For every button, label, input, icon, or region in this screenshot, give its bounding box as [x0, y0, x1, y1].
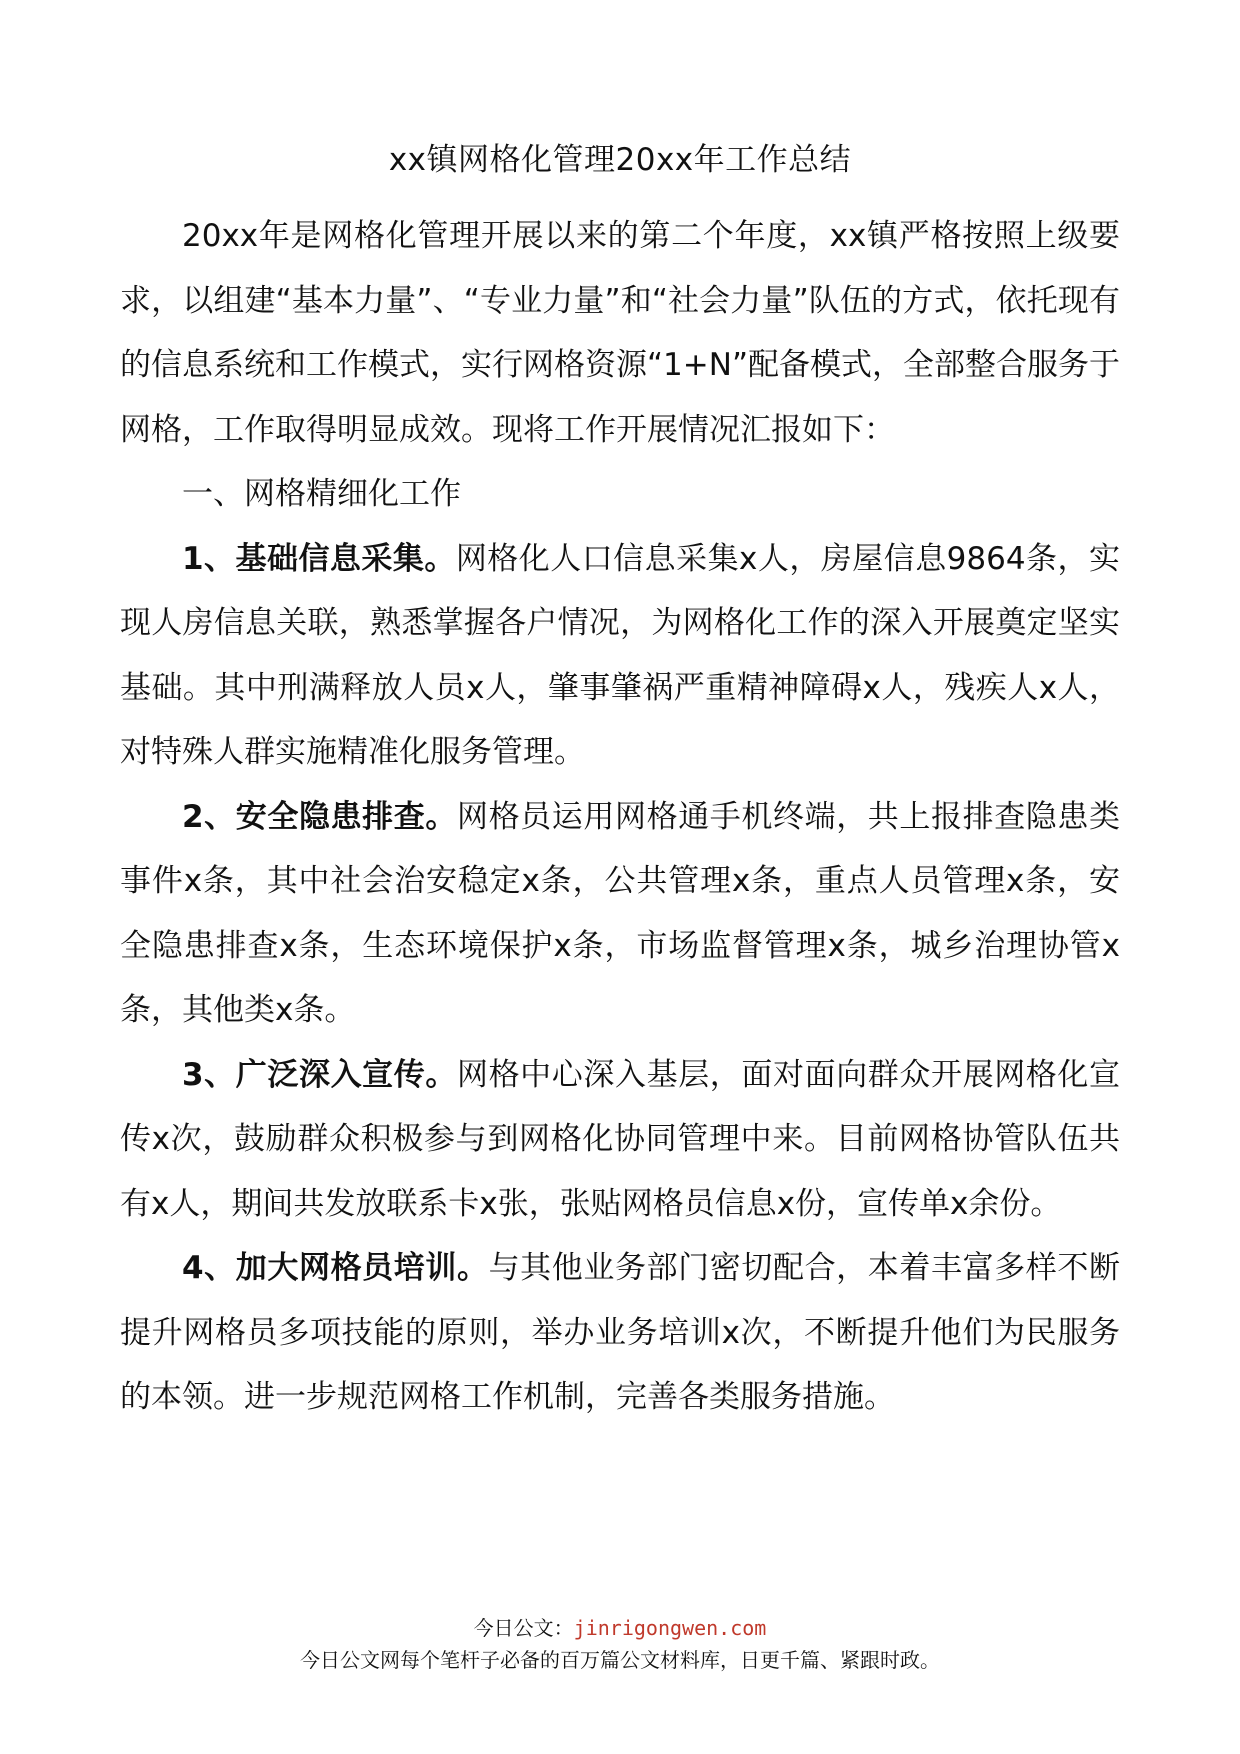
document-title: xx镇网格化管理20xx年工作总结: [388, 142, 852, 178]
item-heading-1: 1、基础信息采集。: [182, 540, 456, 577]
item-heading-2: 2、安全隐患排查。: [182, 798, 457, 835]
item-text-2: 网格员运用网格通手机终端，共上报排查隐患类事件x条，其中社会治安稳定x条，公共管理x条，重点人员管理x条，安全隐患排查x条，生态环境保护x条，市场监督管理x条，城乡治理协管x条，其他类x条。: [120, 798, 1120, 1028]
item-heading-3: 3、广泛深入宣传。: [182, 1056, 457, 1093]
item-text-1: 网格化人口信息采集x人，房屋信息9864条，实现人房信息关联，熟悉掌握各户情况，为网格化工作的深入开展奠定坚实基础。其中刑满释放人员x人，肇事肇祸严重精神障碍x人，残疾人x人，对特殊人群实施精准化服务管理。: [120, 540, 1120, 770]
intro-paragraph: 20xx年是网格化管理开展以来的第二个年度，xx镇严格按照上级要求，以组建“基本力量”、“专业力量”和“社会力量”队伍的方式，依托现有的信息系统和工作模式，实行网格资源“1+N”配备模式，全部整合服务于网格，工作取得明显成效。现将工作开展情况汇报如下：: [120, 218, 1121, 448]
item-heading-4: 4、加大网格员培训。: [182, 1250, 489, 1286]
item-text-3: 网格中心深入基层，面对面向群众开展网格化宣传x次，鼓励群众积极参与到网格化协同管理中来。目前网格协管队伍共有x人，期间共发放联系卡x张，张贴网格员信息x份，宣传单x余份。: [120, 1056, 1120, 1222]
item-text-4: 与其他业务部门密切配合，本着丰富多样不断提升网格员多项技能的原则，举办业务培训x次，不断提升他们为民服务的本领。进一步规范网格工作机制，完善各类服务措施。: [120, 1250, 1120, 1415]
document-body: [120, 204, 1120, 1430]
section-heading: 一、网格精细化工作: [182, 476, 461, 512]
footer-slogan: 今日公文网每个笔杆子必备的百万篇公文材料库，日更千篇、紧跟时政。: [300, 1648, 940, 1672]
item-paragraph-4: [120, 1236, 1120, 1430]
item-paragraph-1: [120, 527, 1120, 785]
page-footer: [0, 1612, 1240, 1676]
footer-site-url[interactable]: jinrigongwen.com: [573, 1616, 767, 1640]
item-paragraph-2: [120, 785, 1120, 1043]
footer-site-label: 今日公文：: [473, 1616, 574, 1640]
item-paragraph-3: [120, 1043, 1120, 1237]
footer-site-line: [0, 1612, 1240, 1644]
